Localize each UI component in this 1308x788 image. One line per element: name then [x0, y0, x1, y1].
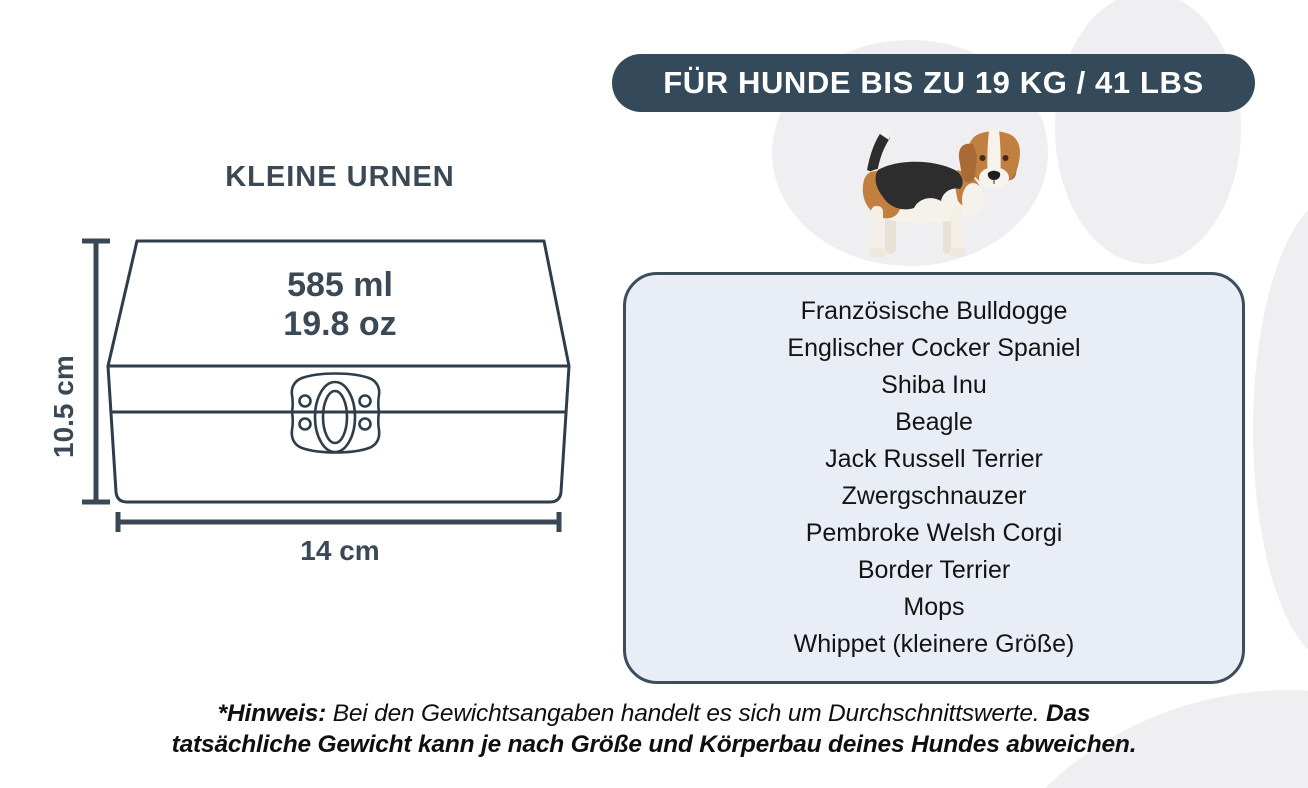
footnote-line-2: tatsächliche Gewicht kann je nach Größe und Körperbau deines Hundes abweichen.: [171, 731, 1137, 758]
urn-height-label: 10.5 cm: [48, 355, 79, 459]
breed-list-item: Beagle: [895, 408, 973, 436]
footnote: [99, 698, 1209, 760]
breed-list-box: [623, 272, 1245, 684]
breed-list-item: Border Terrier: [857, 556, 1011, 584]
breed-list-item: Französische Bulldogge: [800, 297, 1068, 325]
urn-width-label: 14 cm: [300, 535, 380, 566]
weight-class-label: FÜR HUNDE BIS ZU 19 KG / 41 LBS: [663, 65, 1204, 100]
breed-list-item: Jack Russell Terrier: [825, 445, 1043, 473]
urn-volume-oz: 19.8 oz: [283, 305, 397, 343]
urn-volume: [220, 266, 460, 344]
width-dimension-line: [118, 512, 559, 532]
breed-list-item: Englischer Cocker Spaniel: [787, 334, 1081, 362]
footnote-line-1: *Hinweis: Bei den Gewichtsangaben handelt es sich um Durchschnittswerte. Das: [217, 700, 1091, 727]
weight-class-banner: [612, 54, 1255, 112]
breed-list-item: Shiba Inu: [881, 371, 987, 399]
breed-list-item: Pembroke Welsh Corgi: [805, 519, 1063, 547]
urn-volume-ml: 585 ml: [287, 266, 393, 304]
urn-section-title: KLEINE URNEN: [225, 161, 455, 193]
breed-list-item: Whippet (kleinere Größe): [793, 630, 1075, 658]
breed-list-item: Mops: [903, 593, 965, 621]
height-dimension-line: [82, 241, 110, 502]
breed-list-item: Zwergschnauzer: [841, 482, 1027, 510]
